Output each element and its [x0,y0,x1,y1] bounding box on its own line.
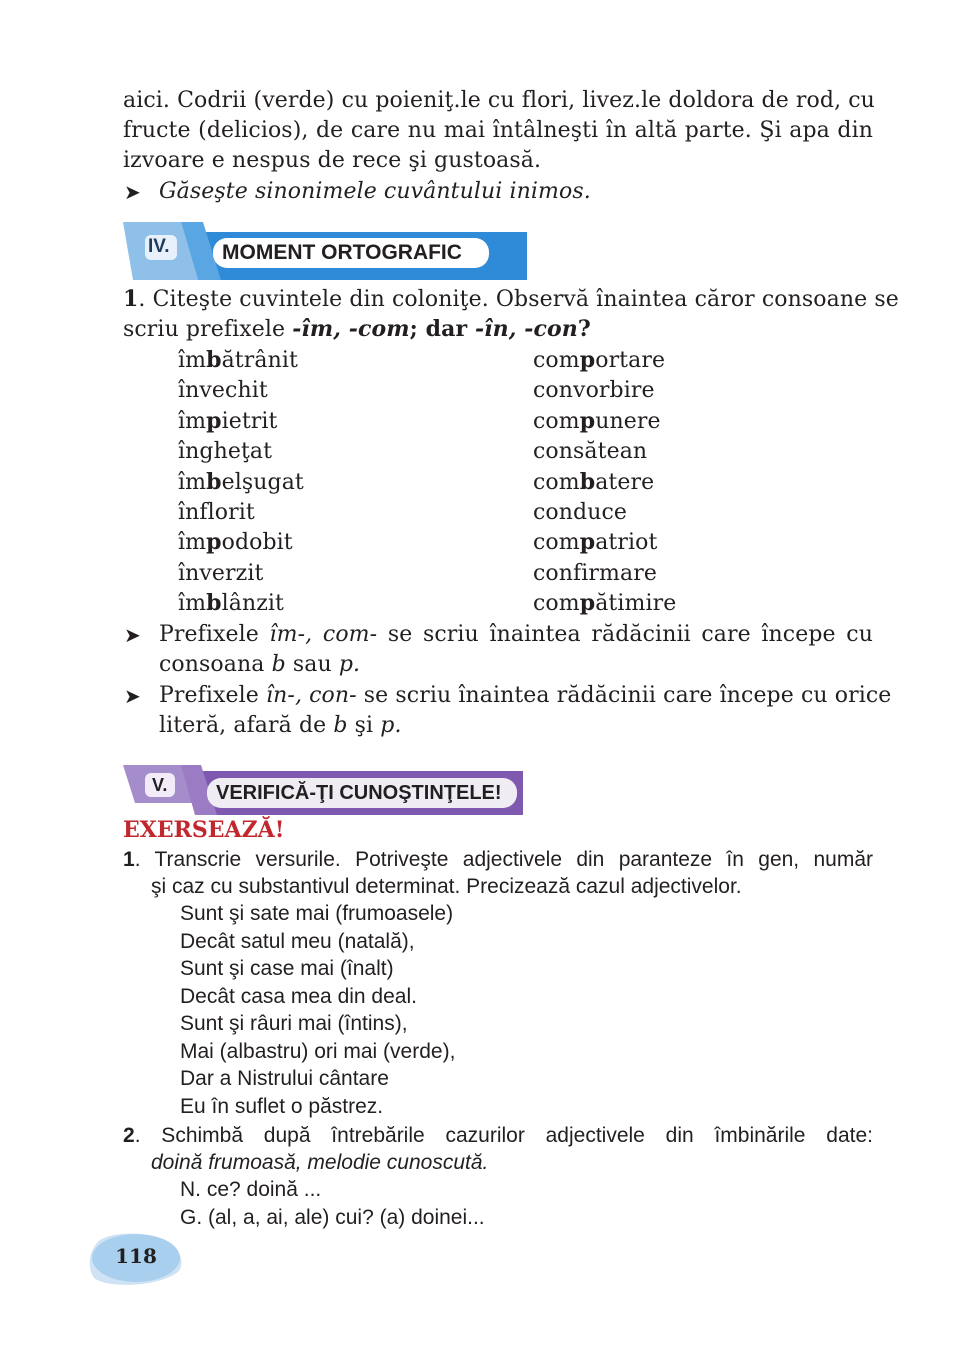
word-list-item: confirmare [533,560,657,586]
s5-ex2-line-2: doină frumoasă, melodie cunoscută. [151,1151,489,1174]
s4-ex1-line-1: 1. Citeşte cuvintele din coloniţe. Observă înaintea căror consoane se [123,286,899,312]
word-list-item: împietrit [178,407,278,434]
word-list-item: învechit [178,378,268,404]
verse-line: Sunt şi sate mai (frumoasele) [180,902,454,925]
verse-line: Eu în suflet o păstrez. [180,1094,384,1118]
arrow-bullet-icon: ➤ [124,684,141,708]
word-list-item: convorbire [533,378,655,404]
intro-line-1: aici. Codrii (verde) cu poieniţ.le cu flori, livez.le doldora de rod, cu [123,88,875,113]
s5-ex1-line-2: şi caz cu substantivul determinat. Precizează cazul adjectivelor. [151,875,742,898]
section-4-number: IV. [148,236,170,257]
word-list-item: conduce [533,499,628,525]
s4-ex1-line-2: scriu prefixele -îm, -com; dar -în, -con? [123,316,591,342]
verse-line: Sunt şi râuri mai (întins), [180,1012,408,1035]
intro-task: Găseşte sinonimele cuvântului inimos. [159,179,591,204]
rule-2-line-1: Prefixele în-, con- se scriu înaintea rădăcinii care începe cu orice [159,683,892,708]
prefix-im-in-column [178,345,304,619]
s5-ex2-line-1: 2. Schimbă după întrebările cazurilor adjectivele din îmbinările date: [123,1124,873,1147]
s5-ex2-genitive: G. (al, a, ai, ale) cui? (a) doinei... [180,1206,485,1229]
poem-verses [180,900,455,1120]
intro-line-3: izvoare e nespus de rece şi gustoasă. [123,148,542,173]
word-list-item: compătimire [533,590,677,617]
verse-line: Mai (albastru) ori mai (verde), [180,1039,456,1063]
word-list-item: combatere [533,468,655,495]
word-list-item: îngheţat [178,439,273,465]
verse-line: Sunt şi case mai (înalt) [180,957,394,980]
verse-line: Decât satul meu (natală), [180,929,415,953]
prefix-com-con-column [533,345,676,619]
word-list-item: îmbelşugat [178,468,304,495]
verse-line: Decât casa mea din deal. [180,984,417,1008]
rule-2-line-2: literă, afară de b şi p. [159,713,402,738]
rule-1-line-2: consoana b sau p. [159,652,361,677]
word-list-item: înverzit [178,560,264,586]
section-4-title: MOMENT ORTOGRAFIC [222,241,462,264]
word-list-item: compunere [533,407,661,434]
section-4-banner [123,222,527,280]
verse-line: Dar a Nistrului cântare [180,1067,389,1090]
page-number-badge [86,1226,186,1288]
s5-ex2-nominative: N. ce? doină ... [180,1178,322,1201]
section-5-banner [123,765,523,815]
s5-ex1-line-1: 1. Transcrie versurile. Potriveşte adjectivele din paranteze în gen, număr [123,848,873,871]
word-list-item: îmbătrânit [178,347,298,373]
arrow-bullet-icon: ➤ [124,180,141,204]
word-list-item: compatriot [533,529,658,556]
word-list-item: împodobit [178,529,293,556]
section-5-title: VERIFICĂ-ŢI CUNOŞTINŢELE! [216,782,502,804]
word-list-item: îmblânzit [178,590,284,617]
word-list-item: înflorit [178,499,255,525]
arrow-bullet-icon: ➤ [124,623,141,647]
section-5-number: V. [152,775,168,795]
intro-line-2: fructe (delicios), de care nu mai întâlneşti în altă parte. Şi apa din [123,118,873,143]
exerseaza-heading: EXERSEAZĂ! [123,817,285,843]
rule-1-line-1: Prefixele îm-, com- se scriu înaintea rădăcinii care începe cu [159,622,873,647]
page-number: 118 [115,1244,157,1268]
word-list-item: comportare [533,347,666,373]
word-list-item: consătean [533,439,648,465]
